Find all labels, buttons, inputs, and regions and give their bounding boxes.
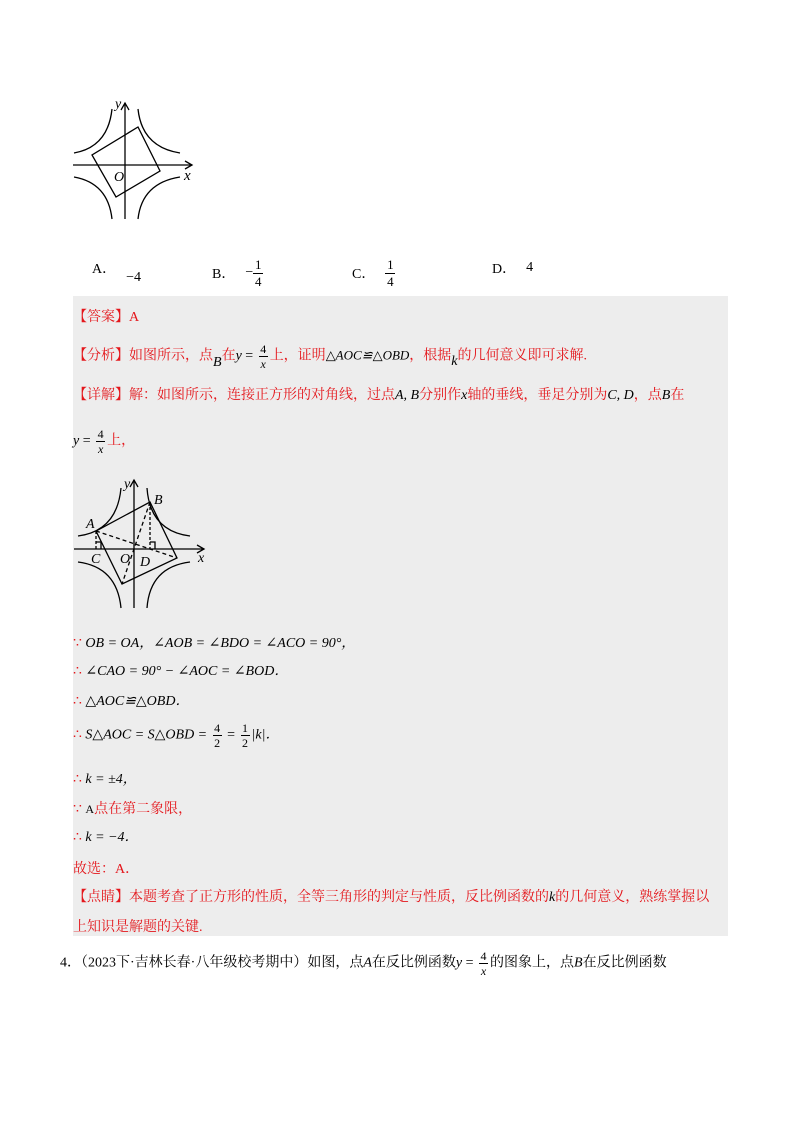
step-4 — [73, 722, 279, 749]
detail-text-2: 分别作 — [419, 388, 462, 403]
detail-cd: C, D — [607, 388, 634, 403]
answer-tag: 【答案】 — [73, 310, 129, 325]
analysis-text-3: 上，证明 — [269, 348, 326, 364]
option-a-value: −4 — [126, 270, 142, 285]
q4-text-1: （2023下·吉林长春·八年级校考期中）如图，点 — [81, 955, 364, 971]
step-3-text: △AOC≌△OBD． — [85, 694, 190, 709]
q4-den: x — [480, 964, 487, 978]
y-label: y — [115, 97, 122, 112]
step-4-fraction-1 — [213, 722, 222, 749]
step-5 — [73, 768, 137, 788]
comment-line-2 — [73, 916, 203, 936]
figure-hyperbola-square — [70, 95, 200, 225]
analysis-point-b: B — [213, 354, 222, 370]
q4-point-a: A — [363, 955, 372, 971]
question-4 — [60, 950, 667, 977]
fig2-o-label: O — [120, 552, 131, 567]
q4-point-b: B — [574, 955, 583, 971]
hyperbola-q1 — [138, 109, 180, 153]
answer-options — [92, 258, 612, 298]
step-6 — [73, 798, 192, 818]
detail-line-1 — [73, 384, 684, 404]
detail-num: 4 — [97, 427, 104, 441]
option-b-numerator: 1 — [255, 257, 262, 272]
detail-ab: A, B — [395, 388, 420, 403]
step-4-text-b: |k|． — [251, 727, 280, 743]
fig2-d-label: D — [140, 555, 151, 570]
step-3 — [73, 690, 189, 710]
comment-k: k — [549, 890, 556, 905]
step-1-symbol: ∵ — [73, 636, 82, 651]
analysis-congruence: △AOC≌△OBD — [325, 347, 410, 363]
step-4-fraction-2 — [241, 722, 250, 749]
step-6-symbol: ∵ — [73, 802, 82, 817]
option-d[interactable] — [492, 258, 533, 278]
fig2-y-label: y — [124, 477, 131, 492]
origin-label: O — [114, 170, 125, 185]
fig2-a-label: A — [86, 517, 95, 532]
fig2-x-label: x — [198, 551, 205, 566]
option-b-sign: − — [245, 265, 254, 281]
hyperbola-q3 — [74, 177, 112, 219]
option-c-denominator: 4 — [387, 273, 394, 289]
diagonal-ac — [96, 531, 177, 558]
analysis-text-5: 的几何意义即可求解. — [457, 348, 588, 364]
x-label: x — [184, 168, 191, 184]
option-b-denominator: 4 — [255, 273, 262, 289]
step-6-point: A — [85, 802, 95, 816]
comment-text-3: 上知识是解题的关键. — [73, 920, 203, 935]
analysis-line — [73, 343, 587, 370]
analysis-eq: = — [241, 348, 257, 364]
step-4-symbol: ∴ — [73, 727, 82, 743]
q4-eq: = — [462, 955, 478, 971]
step-4-eq: = — [223, 727, 239, 743]
fig2-b-label: B — [154, 493, 163, 508]
step-3-symbol: ∴ — [73, 694, 82, 709]
step-8-text: 故选：A． — [73, 862, 140, 877]
answer-text: A — [129, 310, 140, 325]
fig2-c-label: C — [91, 552, 101, 567]
analysis-text-2: 在 — [221, 348, 236, 364]
q4-number: 4． — [60, 955, 81, 971]
q4-num: 4 — [480, 949, 487, 963]
analysis-text-4: ，根据 — [409, 348, 452, 364]
right-angle-d — [150, 542, 155, 549]
figure-solution-diagram — [74, 476, 214, 611]
comment-line-1 — [73, 886, 709, 906]
comment-text-2: 的几何意义，熟练掌握以 — [555, 890, 710, 905]
step-4-d2: 2 — [242, 736, 249, 750]
step-5-text: k = ±4， — [85, 772, 137, 787]
analysis-text-1: 如图所示，点 — [129, 348, 213, 364]
analysis-den: x — [260, 357, 266, 371]
right-angle-c — [96, 542, 101, 549]
comment-tag: 【点睛】 — [73, 890, 129, 905]
step-7-symbol: ∴ — [73, 830, 82, 845]
detail-text-5: 在 — [670, 388, 685, 403]
detail-fraction — [96, 428, 105, 455]
analysis-y: y — [235, 348, 242, 364]
step-4-n2: 1 — [242, 721, 249, 735]
analysis-fraction — [259, 343, 268, 370]
detail-text-1: 解：如图所示，连接正方形的对角线，过点 — [129, 388, 395, 403]
analysis-num: 4 — [260, 342, 267, 356]
detail-text-6: 上， — [107, 433, 136, 449]
step-4-n1: 4 — [214, 721, 221, 735]
detail-text-4: ，点 — [633, 388, 662, 403]
option-c-numerator: 1 — [387, 257, 394, 272]
step-2-symbol: ∴ — [73, 664, 82, 679]
option-b-label: B． — [212, 267, 236, 283]
detail-y: y — [73, 433, 80, 449]
comment-text-1: 本题考查了正方形的性质，全等三角形的判定与性质，反比例函数的 — [129, 890, 549, 905]
step-7-text: k = −4． — [85, 830, 139, 845]
option-d-label: D． — [492, 262, 517, 277]
option-c-label: C． — [352, 267, 376, 283]
detail-den: x — [97, 442, 104, 456]
option-b[interactable] — [212, 258, 263, 288]
option-c[interactable] — [352, 258, 395, 288]
step-4-d1: 2 — [214, 736, 221, 750]
detail-b: B — [661, 388, 671, 403]
detail-tag: 【详解】 — [73, 388, 129, 403]
step-7 — [73, 826, 139, 846]
step-5-symbol: ∴ — [73, 772, 82, 787]
option-a[interactable] — [92, 258, 142, 285]
step-6-text: 点在第二象限， — [94, 802, 193, 817]
detail-text-3: 轴的垂线，垂足分别为 — [467, 388, 608, 403]
option-d-value: 4 — [526, 260, 534, 275]
option-b-fraction — [253, 258, 263, 288]
q4-fraction — [479, 950, 488, 977]
option-c-fraction — [385, 258, 395, 288]
q4-text-3: 的图象上，点 — [490, 955, 575, 971]
analysis-tag: 【分析】 — [73, 348, 129, 364]
analysis-k: k — [451, 353, 458, 369]
detail-eq: = — [79, 433, 95, 449]
q4-text-2: 在反比例函数 — [371, 955, 456, 971]
step-4-text-a: S△AOC = S△OBD = — [85, 727, 211, 743]
detail-x: x — [461, 388, 468, 403]
option-a-label: A． — [92, 262, 117, 277]
step-8 — [73, 858, 139, 878]
q4-text-4: 在反比例函数 — [582, 955, 667, 971]
step-1-text: OB = OA，∠AOB = ∠BDO = ∠ACO = 90°， — [85, 636, 356, 651]
detail-line-2 — [73, 428, 135, 455]
q4-y: y — [455, 955, 463, 971]
step-1 — [73, 632, 355, 652]
step-2 — [73, 660, 288, 680]
hyperbola-q4 — [138, 177, 180, 219]
step-2-text: ∠CAO = 90° − ∠AOC = ∠BOD． — [85, 664, 289, 679]
answer-line — [73, 306, 139, 326]
